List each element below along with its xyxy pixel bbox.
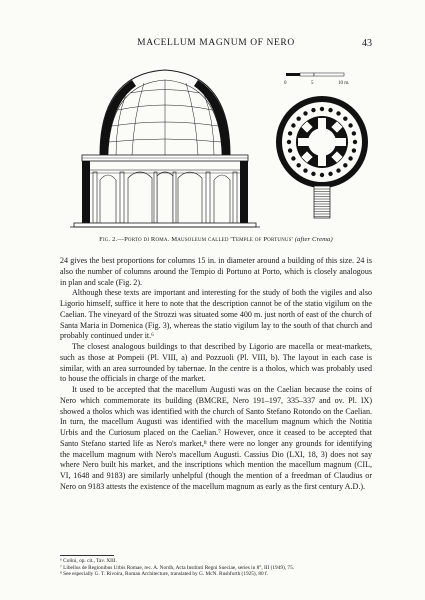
caption-place: —Porto di Roma. <box>117 236 170 243</box>
plan-column <box>303 111 307 115</box>
plan-column <box>348 123 352 127</box>
paragraph: 24 gives the best proportions for columns 15 in. in diameter around a building of this size. 24 is also the number of columns around the Tempio di Portuno at Porto, which is closely analogous in plan and scale (Fig. 2). <box>60 256 372 287</box>
footnote: ⁶ Colini, op. cit., Tav. XIII. <box>60 558 117 564</box>
plan-column <box>291 156 295 160</box>
plan-column <box>320 107 324 111</box>
plan-column <box>288 131 292 135</box>
paragraph: The closest analogous buildings to that described by Ligorio are macella or meat-markets, such as those at Pompeii (Pl. VIII, a) and Pozzuoli (Pl. VIII, b). The layout in each case is similar, with an area surrounded by tabernae. In the centre is a tholos, which was probably used to house the officials in charge of the market. <box>60 342 372 384</box>
ground-plan <box>276 96 368 218</box>
footnote-divider <box>60 555 114 556</box>
plan-column <box>336 168 340 172</box>
page-number: 43 <box>362 38 372 49</box>
footnote: ⁷ Libellus de Regionibus Urbis Romae, rec. A. Nordh, Acta Instituti Regni Sueciae, series in 8°, III (1949), 75. <box>60 564 295 571</box>
plan-column <box>296 116 300 120</box>
plan-column <box>328 172 332 176</box>
paragraph: It used to be accepted that the macellum Augusti was on the Caelian because the coins of Nero which commemorate its building (BMCRE, Nero 191–197, 335–337 and ov. Pl. IX) showed a tholos which was identified with the church of Santo Stefano Rotondo on the Caelian. In turn, the macellum Augusti was identified with the macellum magnum which the Notitia Urbis and the Curiosum placed on the Caelian.⁷ However, once it ceased to be accepted that Santo Stefano started life as Nero's market,⁸ there were no longer any grounds for identifying the macellum magnum with Nero's macellum Augusti. Cassius Dio (LXI, 18, 3) does not say where Nero built his market, and the inscriptions which mention the macellum magnum (CIL, VI, 1648 and 9183) are similarly unhelpful (though the mention of a freedman of Claudius or Nero on 9183 attests the existence of the macellum magnum as early as the first century A.D.). <box>60 385 372 491</box>
footnotes <box>60 558 372 578</box>
running-head: MACELLUM MAGNUM OF NERO <box>137 38 295 48</box>
plan-column <box>343 116 347 120</box>
plan-column <box>343 163 347 167</box>
plan-column <box>296 163 300 167</box>
plan-column <box>352 131 356 135</box>
plan-column <box>287 140 291 144</box>
elevation-section <box>70 70 260 227</box>
plan-column <box>336 111 340 115</box>
figure-caption <box>60 236 372 243</box>
footnote: ⁸ See especially G. T. Rivoira, Roman Architecture, translated by G. McN. Rushforth (1925), 80 f. <box>60 571 269 578</box>
scale-bar <box>284 73 349 86</box>
plan-column <box>303 168 307 172</box>
plan-column <box>288 148 292 152</box>
plan-column <box>348 156 352 160</box>
scale-label-5: 5 <box>311 81 314 86</box>
plan-column <box>352 148 356 152</box>
plan-column <box>328 108 332 112</box>
caption-title: Mausoleum called 'Temple of Portunus' <box>171 236 293 243</box>
body-text <box>60 256 372 493</box>
plan-column <box>320 173 324 177</box>
figure-2 <box>60 60 372 250</box>
scale-label-10: 10 m. <box>338 81 350 86</box>
scale-label-0: 0 <box>284 81 287 86</box>
caption-credit: (after Crema) <box>294 236 333 243</box>
mausoleum-drawing <box>60 60 372 238</box>
plan-column <box>311 108 315 112</box>
paragraph: Although these texts are important and interesting for the study of both the vigiles and also Ligorio himself, suffice it here to note that the description cannot be of the statio vigilum on the Caelian. The vineyard of the Strozzi was situated some 400 m. just north of east of the church of Santa Maria in Domenica (Fig. 3), whereas the statio vigilum lay to the south of that church and probably continued under it.⁶ <box>60 288 372 341</box>
caption-fig-number: Fig. 2. <box>99 236 118 243</box>
plan-column <box>291 123 295 127</box>
page-header <box>60 38 372 52</box>
plan-column <box>353 140 357 144</box>
plan-column <box>311 172 315 176</box>
